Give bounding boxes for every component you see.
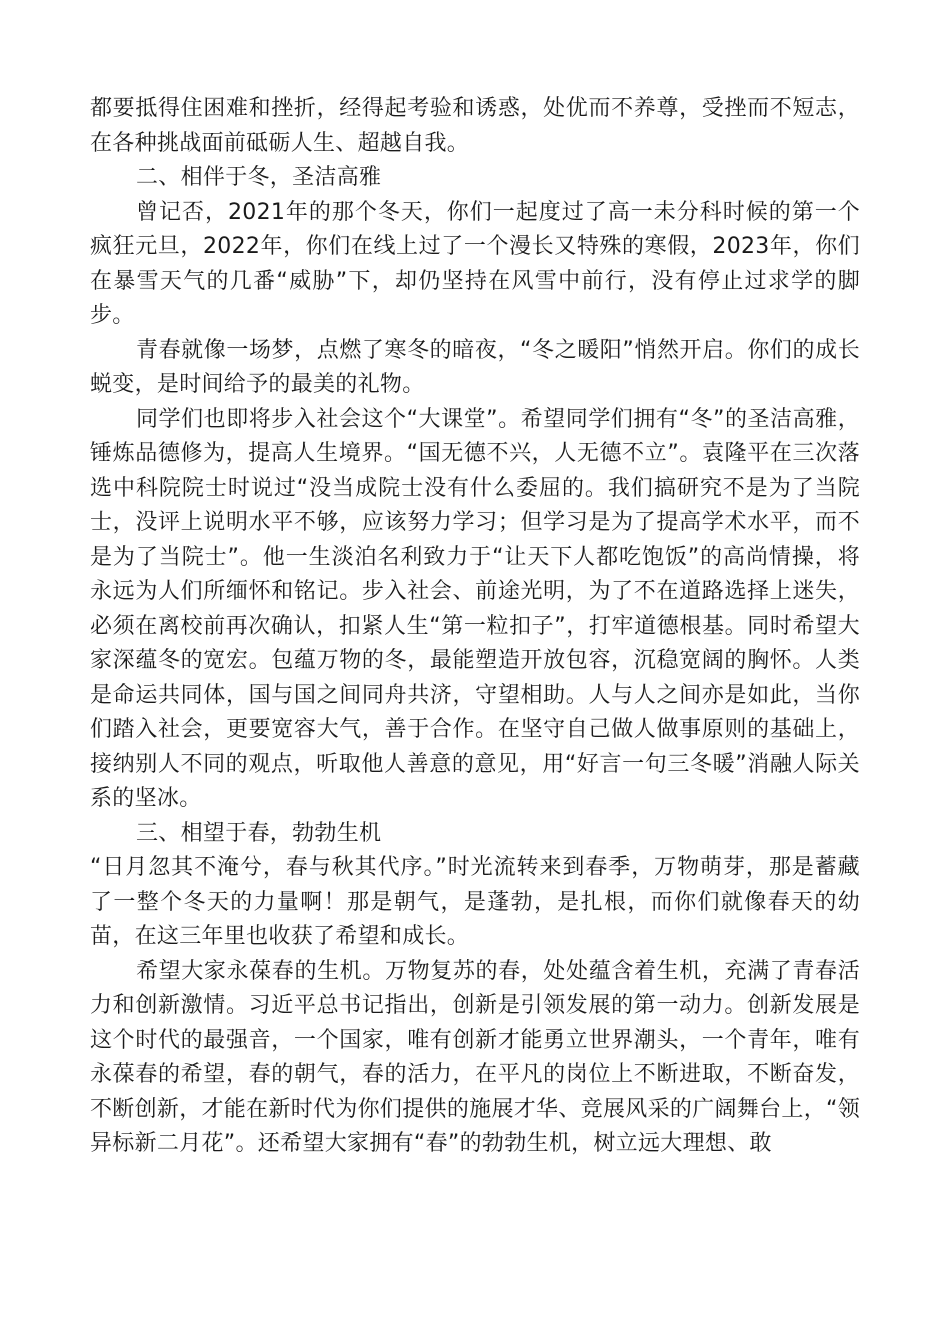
section-heading-winter: 二、相伴于冬，圣洁高雅 (136, 165, 382, 190)
paragraph-spring-quote: “日月忽其不淹兮，春与秋其代序。”时光流转来到春季，万物萌芽，那是蓄藏了一整个冬天的力量啊！那是朝气，是蓬勃，是扎根，而你们就像春天的幼苗，在这三年里也收获了希望和成长。 (90, 855, 860, 949)
section-heading-spring: 三、相望于春，勃勃生机 (136, 820, 382, 846)
paragraph-continuation: 都要抵得住困难和挫折，经得起考验和诱惑，处优而不养尊，受挫而不短志，在各种挑战面前砥砺人生、超越自我。 (90, 96, 860, 156)
paragraph-youth-dream: 青春就像一场梦，点燃了寒冬的暗夜，“冬之暖阳”悄然开启。你们的成长蜕变，是时间给予的最美的礼物。 (90, 337, 860, 397)
paragraph-winter-memories: 曾记否，2021年的那个冬天，你们一起度过了高一未分科时候的第一个疯狂元旦，2022年，你们在线上过了一个漫长又特殊的寒假，2023年，你们在暴雪天气的几番“威胁”下，却仍坚持在风雪中前行，没有停止过求学的脚步。 (90, 199, 860, 328)
paragraph-spring-vitality: 希望大家永葆春的生机。万物复苏的春，处处蕴含着生机，充满了青春活力和创新激情。习近平总书记指出，创新是引领发展的第一动力。创新发展是这个时代的最强音，一个国家，唯有创新才能勇立世界潮头，一个青年，唯有永葆春的希望，春的朝气，春的活力，在平凡的岗位上不断进取，不断奋发，不断创新，才能在新时代为你们提供的施展才华、竞展风采的广阔舞台上，“领异标新二月花”。还希望大家拥有“春”的勃勃生机，树立远大理想、敢 (90, 958, 860, 1156)
document-page (90, 92, 860, 1162)
paragraph-winter-virtue: 同学们也即将步入社会这个“大课堂”。希望同学们拥有“冬”的圣洁高雅，锤炼品德修为，提高人生境界。“国无德不兴，人无德不立”。袁隆平在三次落选中科院院士时说过“没当成院士没有什么委屈的。我们搞研究不是为了当院士，没评上说明水平不够，应该努力学习；但学习是为了提高学术水平，而不是为了当院士”。他一生淡泊名利致力于“让天下人都吃饱饭”的高尚情操，将永远为人们所缅怀和铭记。步入社会、前途光明，为了不在道路选择上迷失，必须在离校前再次确认，扣紧人生“第一粒扣子”，打牢道德根基。同时希望大家深蕴冬的宽宏。包蕴万物的冬，最能塑造开放包容，沉稳宽阔的胸怀。人类是命运共同体，国与国之间同舟共济，守望相助。人与人之间亦是如此，当你们踏入社会，更要宽容大气，善于合作。在坚守自己做人做事原则的基础上，接纳别人不同的观点，听取他人善意的意见，用“好言一句三冬暖”消融人际关系的坚冰。 (90, 406, 860, 811)
